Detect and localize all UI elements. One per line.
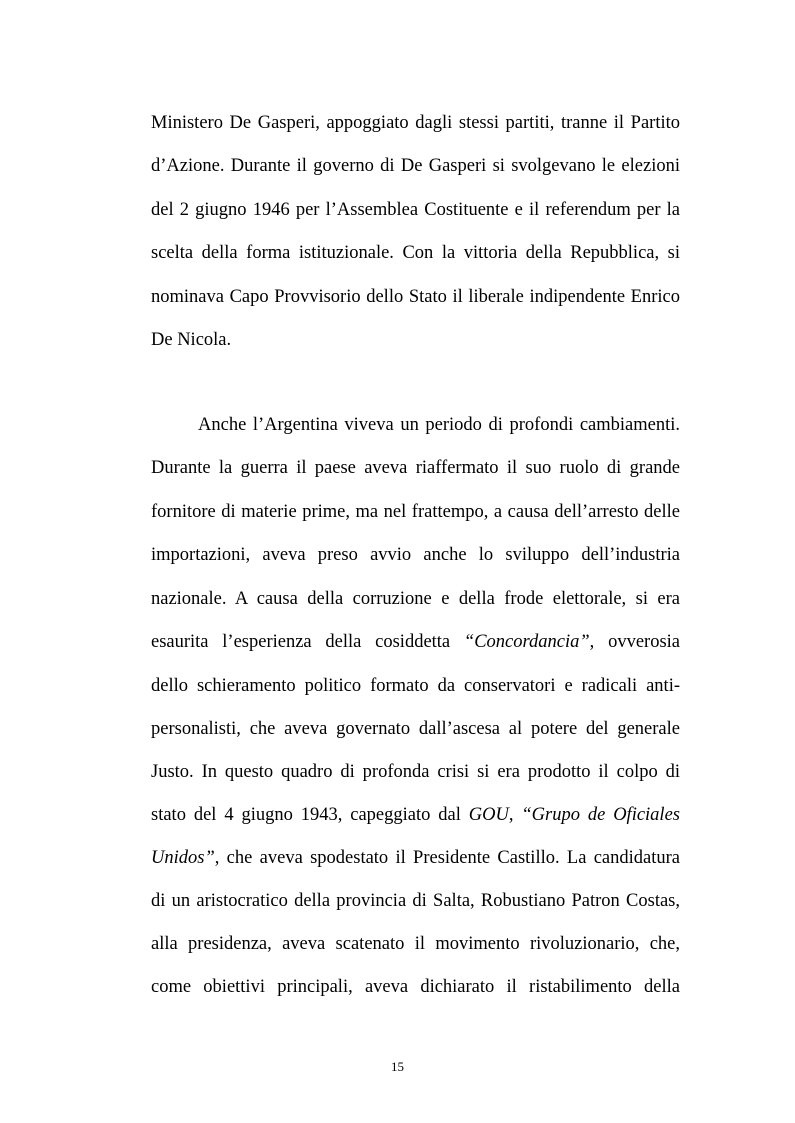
paragraph2-line-14: come obiettivi principali, aveva dichiarato il ristabilimento della [151, 977, 680, 997]
line10-text-middle: , [508, 805, 522, 825]
paragraph2-line-3: fornitore di materie prime, ma nel frattempo, a causa dell’arresto delle [151, 502, 680, 522]
line10-text-before: stato del 4 giugno 1943, capeggiato dal [151, 805, 469, 825]
paragraph2-line-12: di un aristocratico della provincia di Salta, Robustiano Patron Costas, [151, 891, 680, 911]
paragraph1-line-3: del 2 giugno 1946 per l’Assemblea Costituente e il referendum per la [151, 200, 680, 220]
paragraph2-line-11 [151, 846, 680, 870]
line6-text-after: , ovverosia [589, 632, 680, 652]
paragraph2-line-4: importazioni, aveva preso avvio anche lo sviluppo dell’industria [151, 545, 680, 565]
unidos-italic: Unidos” [151, 848, 215, 868]
grupo-de-oficiales-italic: “Grupo de Oficiales [521, 805, 680, 825]
page-number: 15 [391, 1059, 404, 1074]
paragraph1-line-1: Ministero De Gasperi, appoggiato dagli stessi partiti, tranne il Partito [151, 113, 680, 133]
line11-text-after: , che aveva spodestato il Presidente Castillo. La candidatura [214, 848, 680, 868]
gou-italic: GOU [468, 805, 509, 825]
paragraph2-line-7: dello schieramento politico formato da conservatori e radicali anti- [151, 676, 680, 696]
paragraph2-line-2: Durante la guerra il paese aveva riaffermato il suo ruolo di grande [151, 458, 680, 478]
paragraph1-line-4: scelta della forma istituzionale. Con la vittoria della Repubblica, si [151, 243, 680, 263]
paragraph2-line-8: personalisti, che aveva governato dall’ascesa al potere del generale [151, 719, 680, 739]
paragraph1-line-5: nominava Capo Provvisorio dello Stato il liberale indipendente Enrico [151, 287, 680, 307]
paragraph2-line-10 [151, 803, 680, 827]
paragraph2-line-9: Justo. In questo quadro di profonda crisi si era prodotto il colpo di [151, 762, 680, 782]
line6-text-before: esaurita l’esperienza della cosiddetta [151, 632, 464, 652]
paragraph2-line-6 [151, 630, 680, 654]
paragraph2-line-1: Anche l’Argentina viveva un periodo di profondi cambiamenti. [198, 415, 680, 435]
paragraph1-line-2: d’Azione. Durante il governo di De Gasperi si svolgevano le elezioni [151, 156, 680, 176]
paragraph2-line-5: nazionale. A causa della corruzione e della frode elettorale, si era [151, 589, 680, 609]
concordancia-italic: “Concordancia” [463, 632, 590, 652]
paragraph1-line-6: De Nicola. [151, 330, 232, 350]
paragraph2-line-13: alla presidenza, aveva scatenato il movimento rivoluzionario, che, [151, 934, 680, 954]
